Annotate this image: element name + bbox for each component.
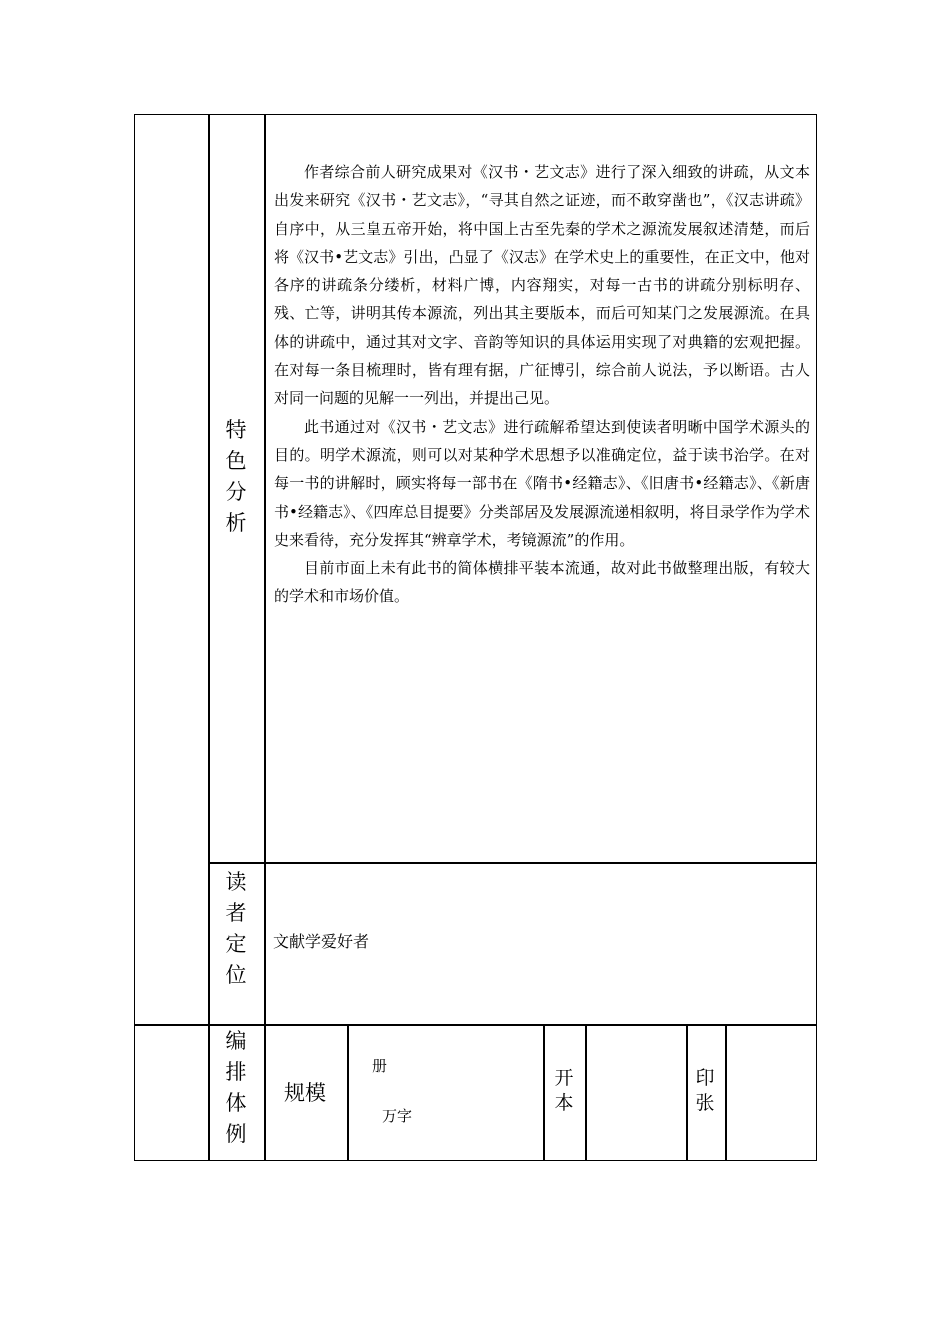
layout-label: 编 排 体 例 [225, 1029, 247, 1146]
sheets-label: 印 张 [695, 1067, 715, 1114]
feature-paragraph: 此书通过对《汉书・艺文志》进行疏解希望达到使读者明晰中国学术源头的目的。明学术源流，则可以对某种学术思想予以准确定位，益于读书治学。在对每一书的讲解时，顾实将每一部书在《隋书•经籍志》、《旧唐书•经籍志》、《新唐书•经籍志》、《四库总目提要》分类部居及发展源流递相叙明，将目录学作为学术史来看待，充分发挥其“辨章学术，考镜源流”的作用。 [274, 417, 810, 549]
column-divider [686, 1024, 688, 1161]
column-divider [264, 114, 266, 1161]
column-divider [585, 1024, 587, 1161]
column-divider [208, 114, 210, 1161]
features-text [274, 158, 810, 611]
row-divider [208, 862, 817, 864]
column-divider [543, 1024, 545, 1161]
features-label: 特 色 分 析 [225, 418, 247, 535]
feature-paragraph: 目前市面上未有此书的简体横排平装本流通，故对此书做整理出版，有较大的学术和市场价值。 [274, 559, 810, 606]
feature-paragraph: 作者综合前人研究成果对《汉书・艺文志》进行了深入细致的讲疏，从文本出发来研究《汉书・艺文志》，“寻其自然之证迹，而不敢穿凿也”，《汉志讲疏》自序中，从三皇五帝开始，将中国上古至先秦的学术之源流发展叙述清楚，而后将《汉书•艺文志》引出，凸显了《汉志》在学术史上的重要性，在正文中，他对各序的讲疏条分缕析，材料广博，内容翔实，对每一古书的讲疏分别标明存、残、亡等，讲明其传本源流，列出其主要版本，而后可知某门之发展源流。在具体的讲疏中，通过其对文字、音韵等知识的具体运用实现了对典籍的宏观把握。在对每一条目梳理时，皆有理有据，广征博引，综合前人说法，予以断语。古人对同一问题的见解一一列出，并提出己见。 [274, 163, 810, 408]
word-unit: 万字 [382, 1107, 413, 1125]
readers-value: 文献学爱好者 [273, 932, 370, 951]
readers-label: 读 者 定 位 [225, 870, 247, 987]
column-divider [725, 1024, 727, 1161]
scale-label: 规模 [284, 1081, 326, 1105]
column-divider [347, 1024, 349, 1161]
format-label: 开 本 [554, 1067, 574, 1114]
volume-unit: 册 [372, 1057, 388, 1075]
